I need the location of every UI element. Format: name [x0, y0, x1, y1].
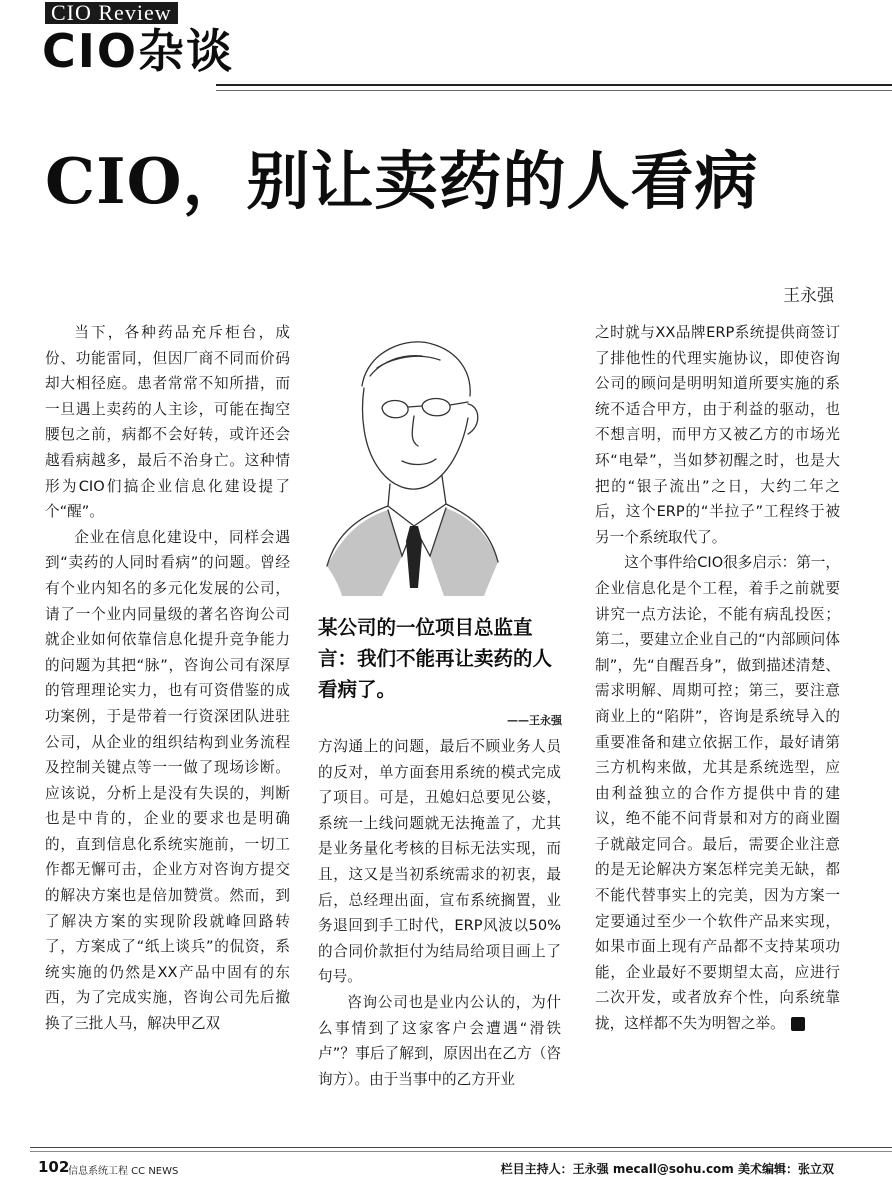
- article-title: CIO，别让卖药的人看病: [45, 144, 759, 218]
- header-rule: [216, 84, 892, 86]
- text-column-1: [45, 320, 290, 1037]
- publication-name: 信息系统工程 CC NEWS: [68, 1166, 179, 1177]
- paragraph: 当下，各种药品充斥柜台，成份、功能雷同，但因厂商不同而价码却大相径庭。患者常常不知所措，而一旦遇上卖药的人主诊，可能在掏空腰包之前，病都不会好转，或许还会越看病越多，最后不治身亡。这种情形为CIO们搞企业信息化建设提了个“醒”。: [45, 324, 290, 521]
- paragraph: 企业在信息化建设中，同样会遇到“卖药的人同时看病”的问题。曾经有个业内知名的多元化发展的公司，请了一个业内同量级的著名咨询公司就企业如何依靠信息化提升竞争能力的问题为其把“脉”，咨询公司有深厚的管理理论实力，也有可资借鉴的成功案例，于是带着一行资深团队进驻公司，从企业的组织结构到业务流程及控制关键点等一一做了现场诊断。应该说，分析上是没有失误的，判断也是中肯的，企业的要求也是明确的，直到信息化系统实施前，一切工作都无懈可击，企业方对咨询方提交的解决方案也是倍加赞赏。然而，到了解决方案的实现阶段就峰回路转了，方案成了“纸上谈兵”的侃资，系统实施的仍然是XX产品中固有的东西，为了完成实施，咨询公司先后撤换了三批人马，解决甲乙双: [45, 528, 290, 1033]
- end-of-article-icon: ◘: [791, 1017, 805, 1031]
- paragraph-text: 这个事件给CIO很多启示：第一，企业信息化是个工程，着手之前就要讲究一点方法论，不能有病乱投医；第二，要建立企业自己的“内部顾问体制”，先“自醒吾身”，做到描述清楚、需求明解、周期可控；第三，要注意商业上的“陷阱”，咨询是系统导入的重要准备和建立依据工作，最好请第三方机构来做，尤其是系统选型，应由利益独立的合作方提供中肯的建议，绝不能不问背景和对方的商业圈子就敲定同合。最后，需要企业注意的是无论解决方案怎样完美无缺，都不能代替事实上的完美，因为方案一定要通过至少一个软件产品来实现，如果市面上现有产品都不支持某项功能，企业最好不要期望太高，应进行二次开发，或者放弃个性，向系统靠拢，这样都不失为明智之举。: [595, 554, 840, 1033]
- header-rule-thin: [216, 90, 892, 91]
- text-column-2: [318, 734, 561, 1092]
- article-author: 王永强: [783, 286, 834, 306]
- footer-rule-thin: [30, 1151, 892, 1152]
- masthead-english: CIO Review: [45, 2, 178, 24]
- paragraph: 咨询公司也是业内公认的，为什么事情到了这家客户会遭遇“滑铁卢”？事后了解到，原因出在乙方（咨询方）。由于当事中的乙方开业: [318, 993, 561, 1088]
- paragraph: 方沟通上的问题，最后不顾业务人员的反对，单方面套用系统的模式完成了项目。可是，丑媳妇总要见公婆，系统一上线问题就无法掩盖了，尤其是业务量化考核的目标无法实现，而且，这又是当初系统需求的初衷，最后，总经理出面，宣布系统搁置，业务退回到手工时代，ERP风波以50%的合同价款拒付为结局给项目画上了句号。: [318, 738, 561, 986]
- page-number: 102: [38, 1158, 70, 1176]
- author-portrait: [322, 326, 502, 596]
- footer-credits: 栏目主持人：王永强 mecall@sohu.com 美术编辑：张立双: [500, 1162, 834, 1176]
- paragraph: [595, 550, 840, 1036]
- text-column-3: [595, 320, 840, 1037]
- column-name: CIO杂谈: [42, 24, 234, 78]
- footer-rule: [30, 1147, 892, 1148]
- pull-quote: 某公司的一位项目总监直言：我们不能再让卖药的人看病了。: [318, 616, 553, 701]
- pull-quote-author: ——王永强: [507, 714, 562, 727]
- paragraph: 之时就与XX品牌ERP系统提供商签订了排他性的代理实施协议，即使咨询公司的顾问是明明知道所要实施的系统不适合甲方，由于利益的驱动，也不想言明，而甲方又被乙方的市场光环“电晕”，当如梦初醒之时，也是大把的“银子流出”之日，大约二年之后，这个ERP的“半拉子”工程终于被另一个系统取代了。: [595, 324, 840, 546]
